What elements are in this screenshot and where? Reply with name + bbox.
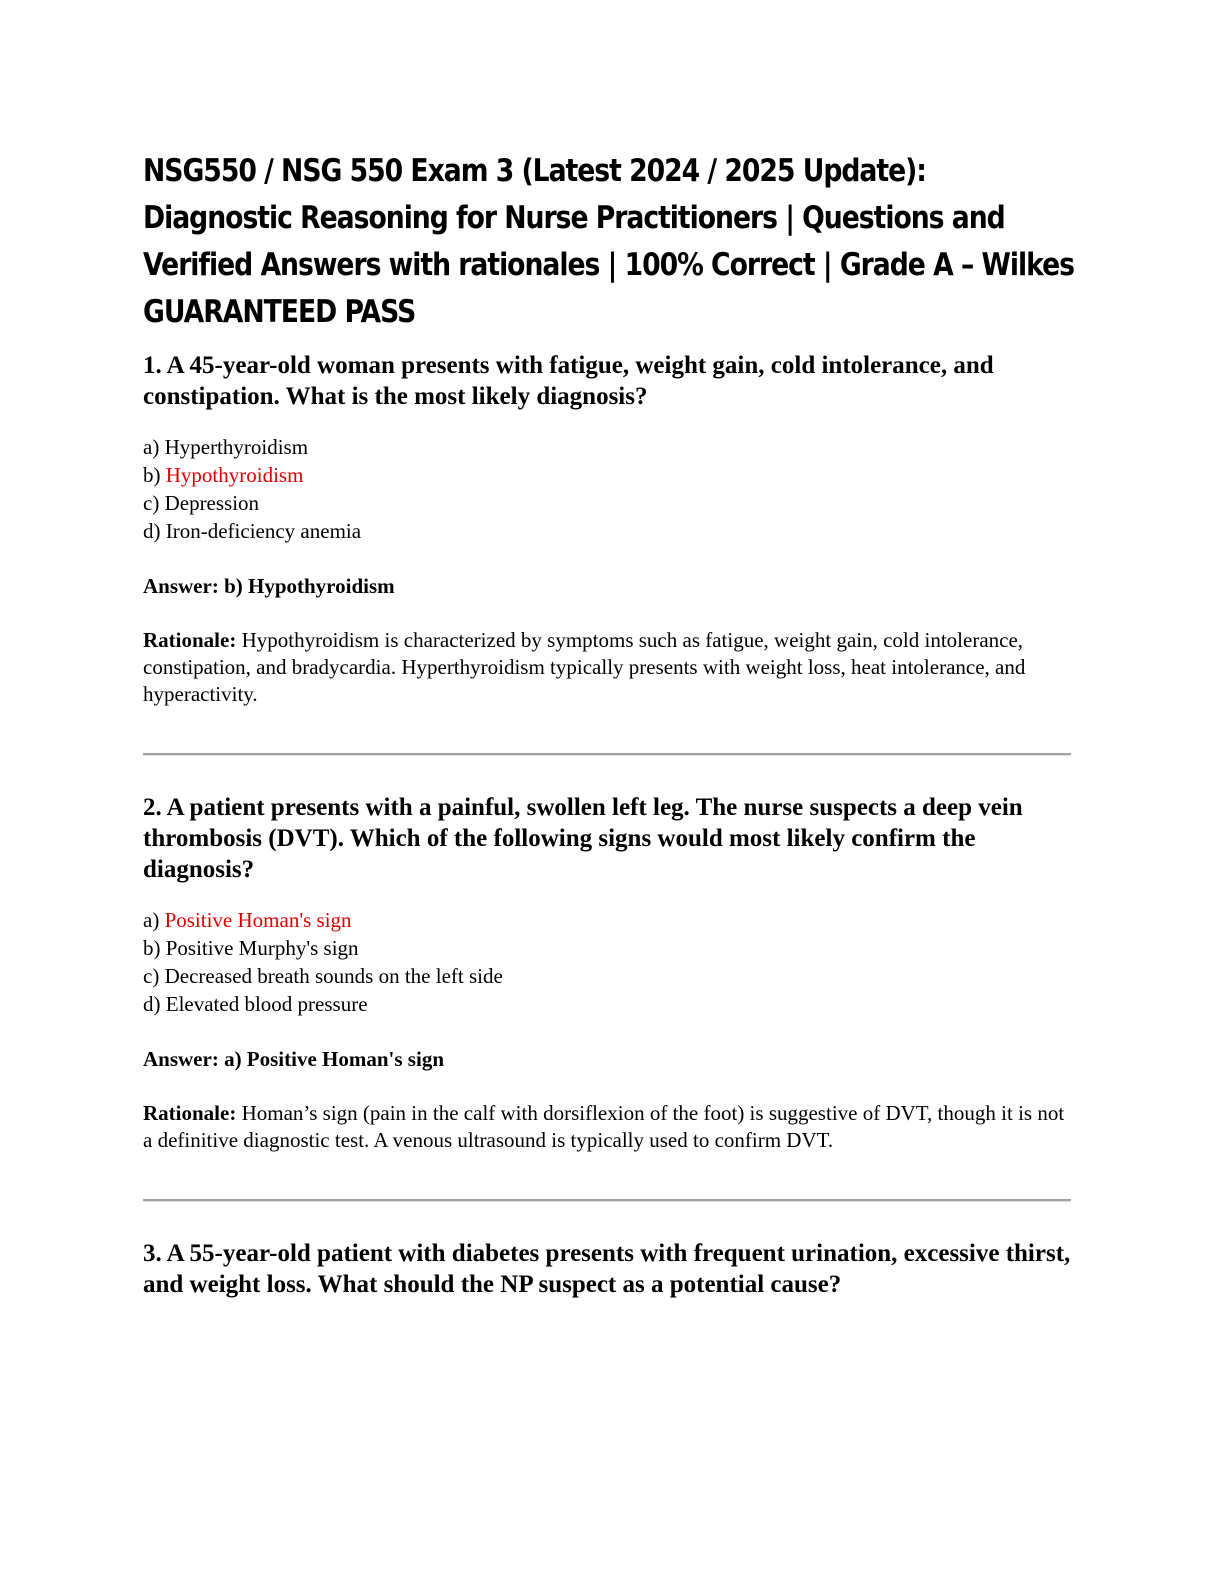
option-prefix: c) [143,491,165,515]
rationale-text: Hypothyroidism is characterized by symptoms such as fatigue, weight gain, cold intolerance, constipation, and bradycardia. Hyperthyroidism typically presents with weight loss, heat intolerance, and hyperactivity. [143,628,1026,706]
option-a [143,433,1073,461]
option-text: Elevated blood pressure [165,992,368,1016]
rationale [143,1100,1073,1154]
option-text: Hyperthyroidism [164,435,309,459]
correct-option-text: Positive Homan's sign [164,908,352,932]
question-text: 1. A 45-year-old woman presents with fatigue, weight gain, cold intolerance, and constipation. What is the most likely diagnosis? [143,352,994,410]
question-text: 2. A patient presents with a painful, swollen left leg. The nurse suspects a deep vein thrombosis (DVT). Which of the following signs would most likely confirm the diagnosis? [143,794,1023,883]
question-3 [143,1238,1073,1300]
option-d [143,990,1073,1018]
section-divider [143,753,1071,756]
option-b [143,934,1073,962]
option-prefix: a) [143,435,165,459]
option-list [143,906,1073,1018]
option-list [143,433,1073,545]
rationale-label: Rationale: [143,628,237,652]
question-1 [143,350,1073,708]
option-prefix: c) [143,964,165,988]
option-prefix: d) [143,992,166,1016]
option-prefix: b) [143,936,166,960]
document-page [143,148,1073,1300]
section-divider [143,1199,1071,1202]
option-text: Positive Murphy's sign [165,936,359,960]
rationale-text: Homan’s sign (pain in the calf with dorsiflexion of the foot) is suggestive of DVT, though it is not a definitive diagnostic test. A venous ultrasound is typically used to confirm DVT. [143,1101,1065,1152]
option-prefix: d) [143,519,166,543]
rationale-label: Rationale: [143,1101,237,1125]
option-d [143,517,1073,545]
correct-option-text: Hypothyroidism [165,463,304,487]
option-text: Decreased breath sounds on the left side [164,964,503,988]
option-b [143,461,1073,489]
question-2 [143,792,1073,1154]
option-prefix: a) [143,908,165,932]
option-c [143,962,1073,990]
option-c [143,489,1073,517]
option-prefix: b) [143,463,166,487]
document-title: NSG550 / NSG 550 Exam 3 (Latest 2024 / 2025 Update): Diagnostic Reasoning for Nurse Practitioners | Questions and Verified Answers with rationales | 100% Correct | Grade A – Wilkes GUARANTEED PASS [143,153,1074,330]
rationale [143,627,1073,708]
answer-line: Answer: b) Hypothyroidism [143,574,395,598]
option-a [143,906,1073,934]
question-text: 3. A 55-year-old patient with diabetes presents with frequent urination, excessive thirst, and weight loss. What should the NP suspect as a potential cause? [143,1240,1071,1298]
option-text: Iron-deficiency anemia [165,519,362,543]
option-text: Depression [164,491,260,515]
answer-line: Answer: a) Positive Homan's sign [143,1047,444,1071]
